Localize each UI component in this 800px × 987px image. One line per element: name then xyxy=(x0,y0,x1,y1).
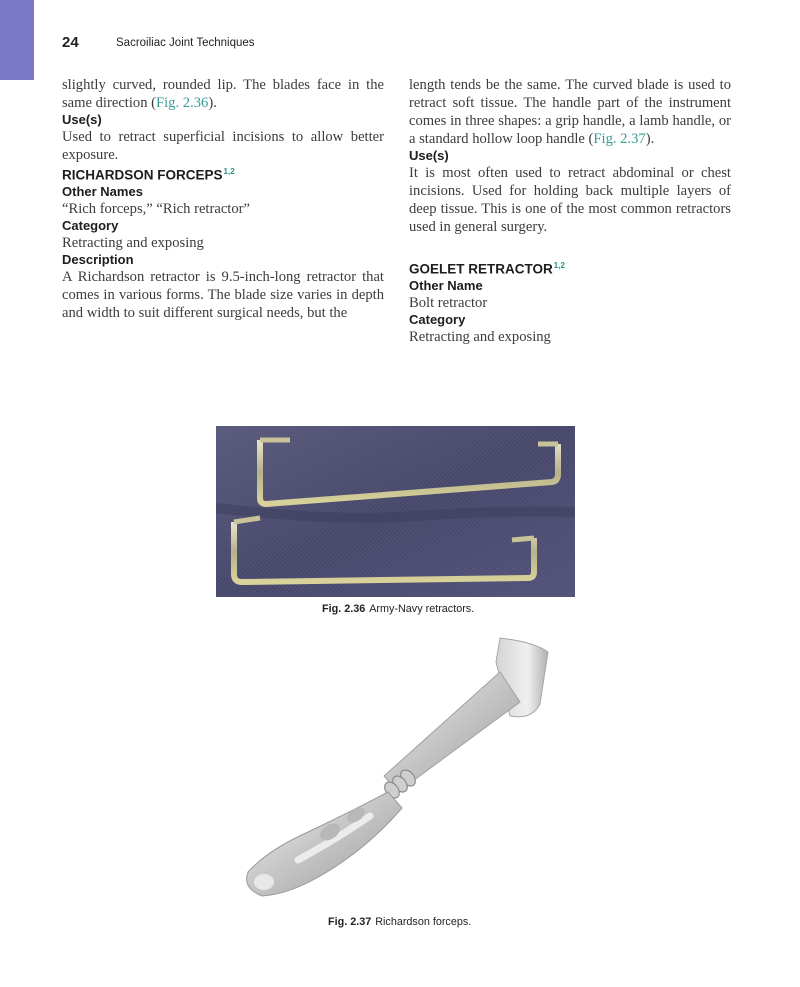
running-title: Sacroiliac Joint Techniques xyxy=(116,37,255,49)
figure-caption-2-37: Fig. 2.37 Richardson forceps. xyxy=(328,916,472,928)
other-names-heading: Other Names xyxy=(62,183,143,199)
entry-title-goelet: GOELET RETRACTOR$^{1,2}$ xyxy=(409,261,565,277)
continued-paragraph: length tends be the same. The curved blade is used to retract soft tissue. The handle part of the instrument comes in three shapes: a grip handle, a lamb handle, or a standard hollow loop handle (Fig. 2.37). xyxy=(409,77,731,147)
other-names-text: “Rich forceps,” “Rich retractor” xyxy=(62,200,250,217)
category-text: Retracting and exposing xyxy=(62,234,204,251)
reference-superscript[interactable]: 1,2 xyxy=(223,167,235,176)
army-navy-retractors-photo xyxy=(216,426,575,597)
left-column xyxy=(62,76,384,322)
figure-link-2-37[interactable]: Fig. 2.37 xyxy=(593,131,646,147)
page-number: 24 xyxy=(62,34,79,51)
uses-text: Used to retract superficial incisions to allow better exposure. xyxy=(62,129,384,163)
description-heading: Description xyxy=(62,251,134,267)
category-text: Retracting and exposing xyxy=(409,328,551,345)
chapter-tab xyxy=(0,0,34,80)
reference-superscript[interactable]: 1,2 xyxy=(553,261,565,270)
figure-link-2-36[interactable]: Fig. 2.36 xyxy=(156,95,209,111)
other-name-heading: Other Name xyxy=(409,277,483,293)
other-name-text: Bolt retractor xyxy=(409,294,488,311)
richardson-forceps-image xyxy=(238,632,556,907)
category-heading: Category xyxy=(62,217,119,233)
right-column xyxy=(409,76,731,346)
category-heading: Category xyxy=(409,311,466,327)
entry-title-richardson: RICHARDSON FORCEPS$^{1,2}$ xyxy=(62,167,235,183)
uses-heading: Use(s) xyxy=(62,112,102,127)
description-text: A Richardson retractor is 9.5-inch-long retractor that comes in various forms. The blade size varies in depth and width to suit different surgical needs, but the xyxy=(62,268,384,321)
uses-heading: Use(s) xyxy=(409,148,449,163)
continued-paragraph: slightly curved, rounded lip. The blades face in the same direction (Fig. 2.36). xyxy=(62,77,384,111)
figure-caption-2-36: Fig. 2.36 Army-Navy retractors. xyxy=(322,603,475,615)
uses-text: It is most often used to retract abdominal or chest incisions. Used for holding back multiple layers of deep tissue. This is one of the most common retractors used in general surgery. xyxy=(409,165,731,235)
